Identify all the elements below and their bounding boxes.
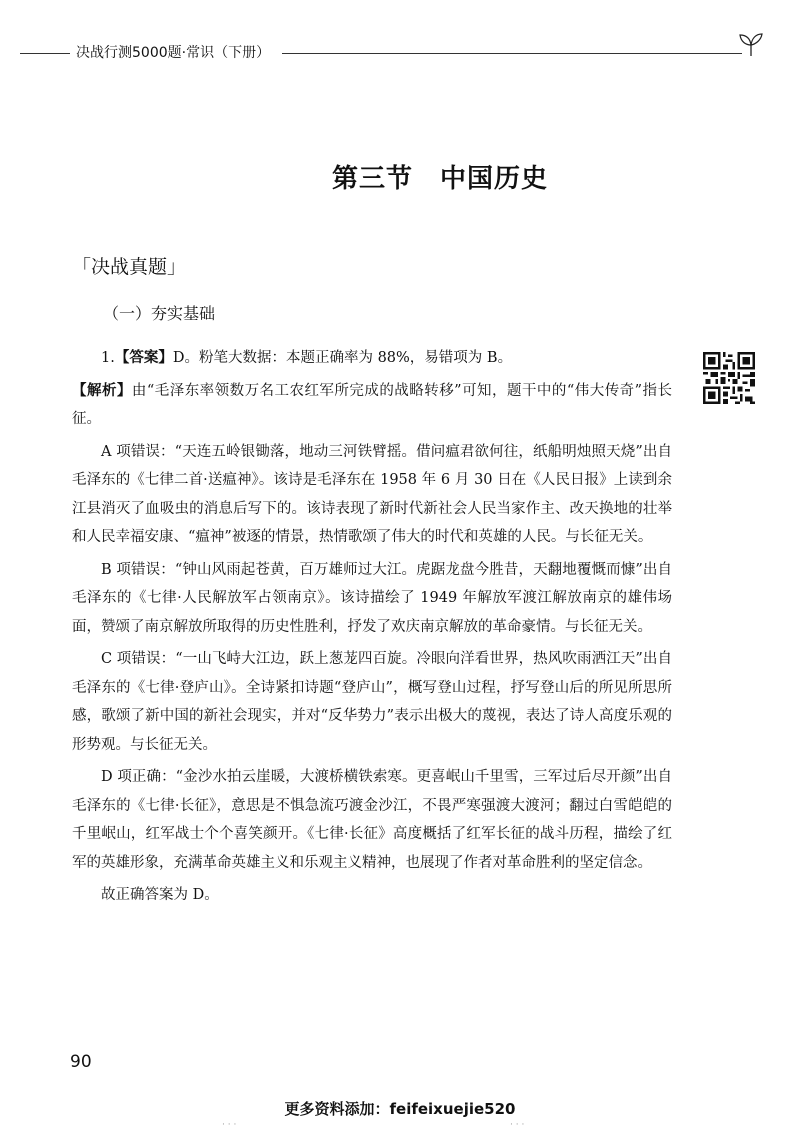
page-number: 90: [70, 1052, 92, 1072]
analysis-line: [72, 377, 672, 434]
question-number: 1.: [101, 350, 115, 366]
answer-text: D。粉笔大数据：本题正确率为 88%，易错项为 B。: [172, 350, 513, 366]
section-title: 第三节 中国历史: [331, 164, 548, 194]
running-header: [0, 36, 800, 60]
box-title: 「决战真题」: [72, 256, 187, 278]
footer-speckle-right: · · ·: [510, 1120, 525, 1130]
qr-code-icon: [703, 352, 755, 404]
conclusion-paragraph: 故正确答案为 D。: [101, 887, 219, 903]
header-rule-left: [20, 53, 70, 54]
answer-label: 【答案】: [114, 350, 173, 366]
book-title: 决战行测5000题·常识（下册）: [76, 45, 271, 61]
footer-speckle-left: · · ·: [222, 1120, 237, 1130]
option-a-paragraph: A 项错误：“天连五岭银锄落，地动三河铁臂摇。借问瘟君欲何往，纸船明烛照天烧”出自毛泽东的《七律二首·送瘟神》。该诗是毛泽东在 1958 年 6 月 30 日在《人民日报》上读到余江县消灭了血吸虫的消息后写下的。该诗表现了新时代新社会人民当家作主、改天换地的壮举和人民幸福安康、“瘟神”被逐的情景，热情歌颂了伟大的时代和英雄的人民。与长征无关。: [72, 443, 672, 545]
option-c-paragraph: C 项错误：“一山飞峙大江边，跃上葱茏四百旋。冷眼向洋看世界，热风吹雨洒江天”出自毛泽东的《七律·登庐山》。全诗紧扣诗题“登庐山”，概写登山过程，抒写登山后的所见所思所感，歌颂了新中国的新社会现实，并对“反华势力”表示出极大的蔑视，表达了诗人高度乐观的形势观。与长征无关。: [72, 651, 672, 753]
footer-note: 更多资料添加：feifeixuejie520: [284, 1100, 516, 1118]
sub-title: （一）夯实基础: [103, 304, 216, 323]
analysis-text: 由“毛泽东率领数万名工农红军所完成的战略转移”可知，题干中的“伟大传奇”指长征。: [72, 382, 672, 427]
option-b-paragraph: B 项错误：“钟山风雨起苍黄，百万雄师过大江。虎踞龙盘今胜昔，天翻地覆慨而慷”出自毛泽东的《七律·人民解放军占领南京》。该诗描绘了 1949 年解放军渡江解放南京的雄伟场面，赞颂了南京解放所取得的历史性胜利，抒发了欢庆南京解放的革命豪情。与长征无关。: [72, 561, 672, 635]
answer-explanation: [72, 344, 672, 914]
option-d-paragraph: D 项正确：“金沙水拍云崖暖，大渡桥横铁索寒。更喜岷山千里雪，三军过后尽开颜”出自毛泽东的《七律·长征》，意思是不惧急流巧渡金沙江，不畏严寒强渡大渡河；翻过白雪皑皑的千里岷山，红军战士个个喜笑颜开。《七律·长征》高度概括了红军长征的战斗历程，描绘了红军的英雄形象，充满革命英雄主义和乐观主义精神，也展现了作者对革命胜利的坚定信念。: [72, 769, 672, 871]
answer-line: [72, 344, 672, 373]
sprout-icon: [736, 32, 766, 58]
header-rule-right: [282, 53, 742, 54]
analysis-label: 【解析】: [72, 382, 132, 399]
